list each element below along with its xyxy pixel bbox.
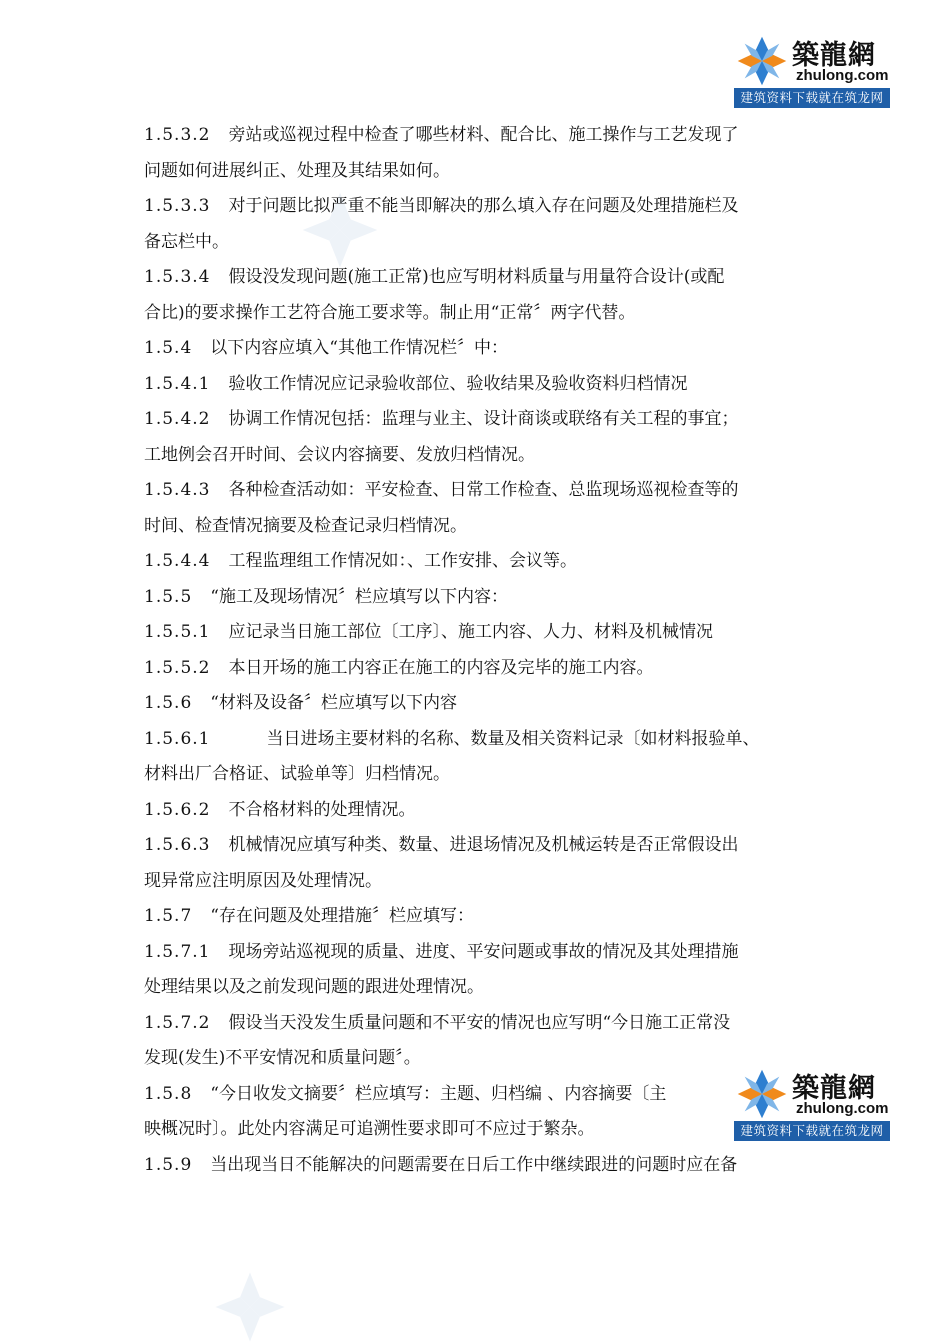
section-number: 1.5.5.2 xyxy=(144,657,211,678)
numbered-paragraph-line xyxy=(144,615,824,651)
line-text: 本日开场的施工内容正在施工的内容及完毕的施工内容。 xyxy=(228,657,654,678)
paragraph-continuation-line xyxy=(144,225,824,261)
zhulong-snowflake-logo-icon xyxy=(736,35,788,87)
line-text: 假设当天没发生质量问题和不平安的情况也应写明“今日施工正常没 xyxy=(228,1012,731,1033)
line-text: 材料出厂合格证、试验单等〕归档情况。 xyxy=(144,764,450,784)
line-text: 不合格材料的处理情况。 xyxy=(228,799,416,820)
line-text: 各种检查活动如：平安检查、日常工作检查、总监现场巡视检查等的 xyxy=(228,480,739,500)
numbered-paragraph-line xyxy=(144,367,824,403)
line-text: 备忘栏中。 xyxy=(144,231,229,252)
line-text: 合比)的要求操作工艺符合施工要求等。制止用“正常〞两字代替。 xyxy=(144,302,636,323)
line-text: “今日收发文摘要〞栏应填写：主题、归档编 、内容摘要〔主 xyxy=(210,1083,667,1104)
watermark-logo-icon xyxy=(210,1270,290,1344)
paragraph-continuation-line xyxy=(144,438,824,474)
numbered-paragraph-line xyxy=(144,331,824,367)
section-number: 1.5.3.4 xyxy=(144,267,211,287)
section-number: 1.5.8 xyxy=(144,1083,193,1104)
section-number: 1.5.4.3 xyxy=(144,480,211,500)
paragraph-continuation-line xyxy=(144,1041,824,1077)
section-number: 1.5.3.2 xyxy=(144,125,211,145)
brand-name-cn: 築龍網 xyxy=(792,40,876,71)
numbered-paragraph-line xyxy=(144,1077,824,1113)
section-number: 1.5.5.1 xyxy=(144,622,211,642)
section-number: 1.5.3.3 xyxy=(144,196,211,216)
brand-name-en: zhulong.com xyxy=(796,67,889,84)
paragraph-continuation-line xyxy=(144,757,824,793)
numbered-paragraph-line xyxy=(144,1148,824,1184)
paragraph-continuation-line xyxy=(144,154,824,190)
line-text: 现异常应注明原因及处理情况。 xyxy=(144,870,382,891)
line-text: 当出现当日不能解决的问题需要在日后工作中继续跟进的问题时应在备 xyxy=(210,1154,738,1175)
line-text: 假设没发现问题(施工正常)也应写明材料质量与用量符合设计(或配 xyxy=(228,267,725,287)
line-text: 现场旁站巡视现的质量、进度、平安问题或事故的情况及其处理措施 xyxy=(228,941,739,962)
line-text: “施工及现场情况〞栏应填写以下内容： xyxy=(210,586,508,607)
numbered-paragraph-line xyxy=(144,935,824,971)
numbered-paragraph-line xyxy=(144,686,824,722)
numbered-paragraph-line xyxy=(144,260,824,296)
line-text: 工程监理组工作情况如：、工作安排、会议等。 xyxy=(228,551,577,571)
line-text: 机械情况应填写种类、数量、进退场情况及机械运转是否正常假设出 xyxy=(228,835,739,855)
line-text: 发现(发生)不平安情况和质量问题〞。 xyxy=(144,1048,421,1068)
section-number: 1.5.6.1 xyxy=(144,728,211,749)
line-text: 工地例会召开时间、会议内容摘要、发放归档情况。 xyxy=(144,444,535,465)
line-text: 当日进场主要材料的名称、数量及相关资料记录〔如材料报验单、 xyxy=(266,728,760,749)
brand-name-cn: 築龍網 xyxy=(792,1073,876,1104)
section-number: 1.5.6.3 xyxy=(144,835,211,855)
line-text: 时间、检查情况摘要及检查记录归档情况。 xyxy=(144,515,467,536)
line-text: 处理结果以及之前发现问题的跟进处理情况。 xyxy=(144,977,484,997)
section-number: 1.5.9 xyxy=(144,1154,193,1175)
numbered-paragraph-line xyxy=(144,473,824,509)
paragraph-continuation-line xyxy=(144,970,824,1006)
line-text: “存在问题及处理措施〞栏应填写： xyxy=(210,906,474,926)
section-number: 1.5.7.2 xyxy=(144,1012,211,1033)
section-number: 1.5.6 xyxy=(144,693,193,713)
section-number: 1.5.7.1 xyxy=(144,941,211,962)
section-number: 1.5.5 xyxy=(144,586,193,607)
line-text: 旁站或巡视过程中检查了哪些材料、配合比、施工操作与工艺发现了 xyxy=(228,125,739,145)
section-number: 1.5.4 xyxy=(144,338,193,358)
section-number: 1.5.4.4 xyxy=(144,551,211,571)
numbered-paragraph-line xyxy=(144,118,824,154)
section-number: 1.5.7 xyxy=(144,906,193,926)
numbered-paragraph-line xyxy=(144,651,824,687)
line-text: “材料及设备〞栏应填写以下内容 xyxy=(210,693,457,713)
numbered-paragraph-line xyxy=(144,899,824,935)
numbered-paragraph-line xyxy=(144,580,824,616)
line-text: 问题如何进展纠正、处理及其结果如何。 xyxy=(144,160,450,181)
line-text: 以下内容应填入“其他工作情况栏〞中： xyxy=(210,338,508,358)
brand-name-en: zhulong.com xyxy=(796,1100,889,1117)
brand-slogan: 建筑资料下载就在筑龙网 xyxy=(734,88,890,108)
section-number: 1.5.4.2 xyxy=(144,409,211,429)
line-text: 映概况时〕。此处内容满足可追溯性要求即可不应过于繁杂。 xyxy=(144,1119,595,1139)
numbered-paragraph-line xyxy=(144,722,824,758)
numbered-paragraph-line xyxy=(144,189,824,225)
paragraph-continuation-line xyxy=(144,509,824,545)
paragraph-continuation-line xyxy=(144,296,824,332)
line-text: 应记录当日施工部位〔工序〕、施工内容、人力、材料及机械情况 xyxy=(228,622,713,642)
document-body xyxy=(144,118,824,1183)
line-text: 验收工作情况应记录验收部位、验收结果及验收资料归档情况 xyxy=(228,373,688,394)
section-number: 1.5.4.1 xyxy=(144,373,211,394)
line-text: 协调工作情况包括：监理与业主、设计商谈或联络有关工程的事宜； xyxy=(228,409,739,429)
numbered-paragraph-line xyxy=(144,828,824,864)
zhulong-logo-top[interactable] xyxy=(734,31,890,109)
paragraph-continuation-line xyxy=(144,864,824,900)
line-text: 对于问题比拟严重不能当即解决的那么填入存在问题及处理措施栏及 xyxy=(228,196,739,216)
section-number: 1.5.6.2 xyxy=(144,799,211,820)
numbered-paragraph-line xyxy=(144,544,824,580)
numbered-paragraph-line xyxy=(144,402,824,438)
brand-slogan: 建筑资料下载就在筑龙网 xyxy=(734,1121,890,1141)
numbered-paragraph-line xyxy=(144,1006,824,1042)
numbered-paragraph-line xyxy=(144,793,824,829)
paragraph-continuation-line xyxy=(144,1112,824,1148)
